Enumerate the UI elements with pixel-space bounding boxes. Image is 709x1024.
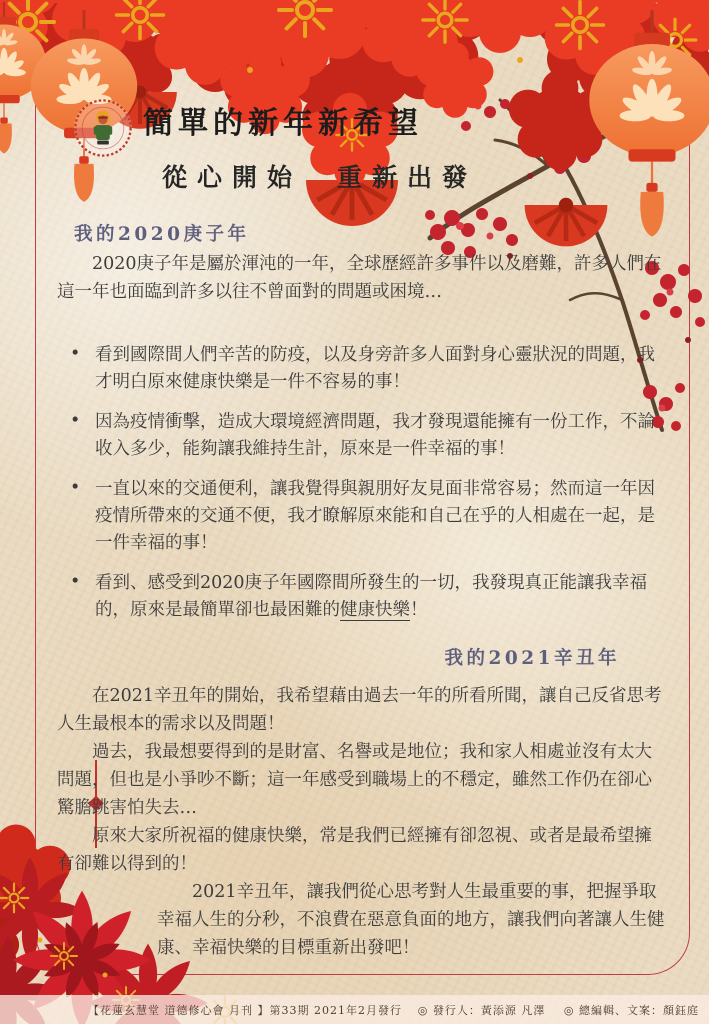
footer-publication-info: 【花蓮玄慧堂 道德修心會 月刊 】第33期 2021年2月發行 bbox=[88, 1003, 402, 1017]
temple-seal-logo bbox=[72, 97, 134, 159]
intro-paragraph-2020: 2020庚子年是屬於渾沌的一年，全球歷經許多事件以及磨難，許多人們在這一年也面臨到許多以往不曾面對的問題或困境… bbox=[57, 254, 662, 302]
footer-publisher: ◎ 發行人：黃添源 凡澤 bbox=[417, 1003, 546, 1017]
underlined-phrase: 健康快樂 bbox=[340, 600, 410, 620]
section-heading-2020: 我的2020庚子年 bbox=[74, 224, 250, 245]
page-subtitle: 從心開始 重新出發 bbox=[162, 163, 478, 192]
closing-paragraph: 2021辛丑年，讓我們從心思考對人生最重要的事，把握爭取幸福人生的分秒，不浪費在惡意負面的地方，讓我們向著讓人生健康、幸福快樂的目標重新出發吧！ bbox=[157, 882, 665, 958]
list-item bbox=[58, 476, 666, 557]
bullet-text: 因為疫情衝擊，造成大環境經濟問題，我才發現還能擁有一份工作，不論收入多少，能夠讓我維持生計，原來是一件幸福的事！ bbox=[95, 412, 655, 459]
reflection-bullet-list bbox=[58, 342, 666, 637]
bullet-text: 一直以來的交通便利，讓我覺得與親朋好友見面非常容易；然而這一年因疫情所帶來的交通不便，我才瞭解原來能和自己在乎的人相處在一起，是一件幸福的事！ bbox=[95, 479, 655, 553]
section-heading-2021: 我的2021辛丑年 bbox=[444, 648, 620, 669]
section-body-2021 bbox=[57, 682, 669, 962]
bullet-marker: • bbox=[70, 411, 81, 431]
footer-credits bbox=[404, 1002, 699, 1018]
footer-editor: ◎ 總編輯、文案：顏鈺庭 bbox=[563, 1003, 699, 1017]
list-item bbox=[58, 409, 666, 463]
bullet-marker: • bbox=[70, 344, 81, 364]
paragraph: 原來大家所祝福的健康快樂，常是我們已經擁有卻忽視、或者是最希望擁有卻難以得到的！ bbox=[57, 826, 652, 874]
paragraph: 過去，我最想要得到的是財富、名譽或是地位；我和家人相處並沒有太大問題，但也是小爭吵不斷；這一年感受到職場上的不穩定，雖然工作仍在卻心驚膽跳害怕失去… bbox=[57, 742, 652, 818]
list-item bbox=[58, 342, 666, 396]
bullet-text: 看到國際間人們辛苦的防疫，以及身旁許多人面對身心靈狀況的問題，我才明白原來健康快樂是一件不容易的事！ bbox=[95, 345, 655, 392]
bullet-marker: • bbox=[70, 572, 81, 592]
list-item bbox=[58, 570, 666, 624]
footer-bar bbox=[0, 995, 709, 1024]
bullet-marker: • bbox=[70, 478, 81, 498]
page-title: 簡單的新年新希望 bbox=[143, 106, 423, 141]
bullet-text-end: ！ bbox=[410, 600, 428, 620]
paragraph: 在2021辛丑年的開始，我希望藉由過去一年的所看所聞，讓自己反省思考人生最根本的需求以及問題！ bbox=[57, 686, 662, 734]
bullet-text: 看到、感受到2020庚子年國際間所發生的一切，我發現真正能讓我幸福的，原來是最簡單卻也最困難的 bbox=[95, 573, 648, 620]
